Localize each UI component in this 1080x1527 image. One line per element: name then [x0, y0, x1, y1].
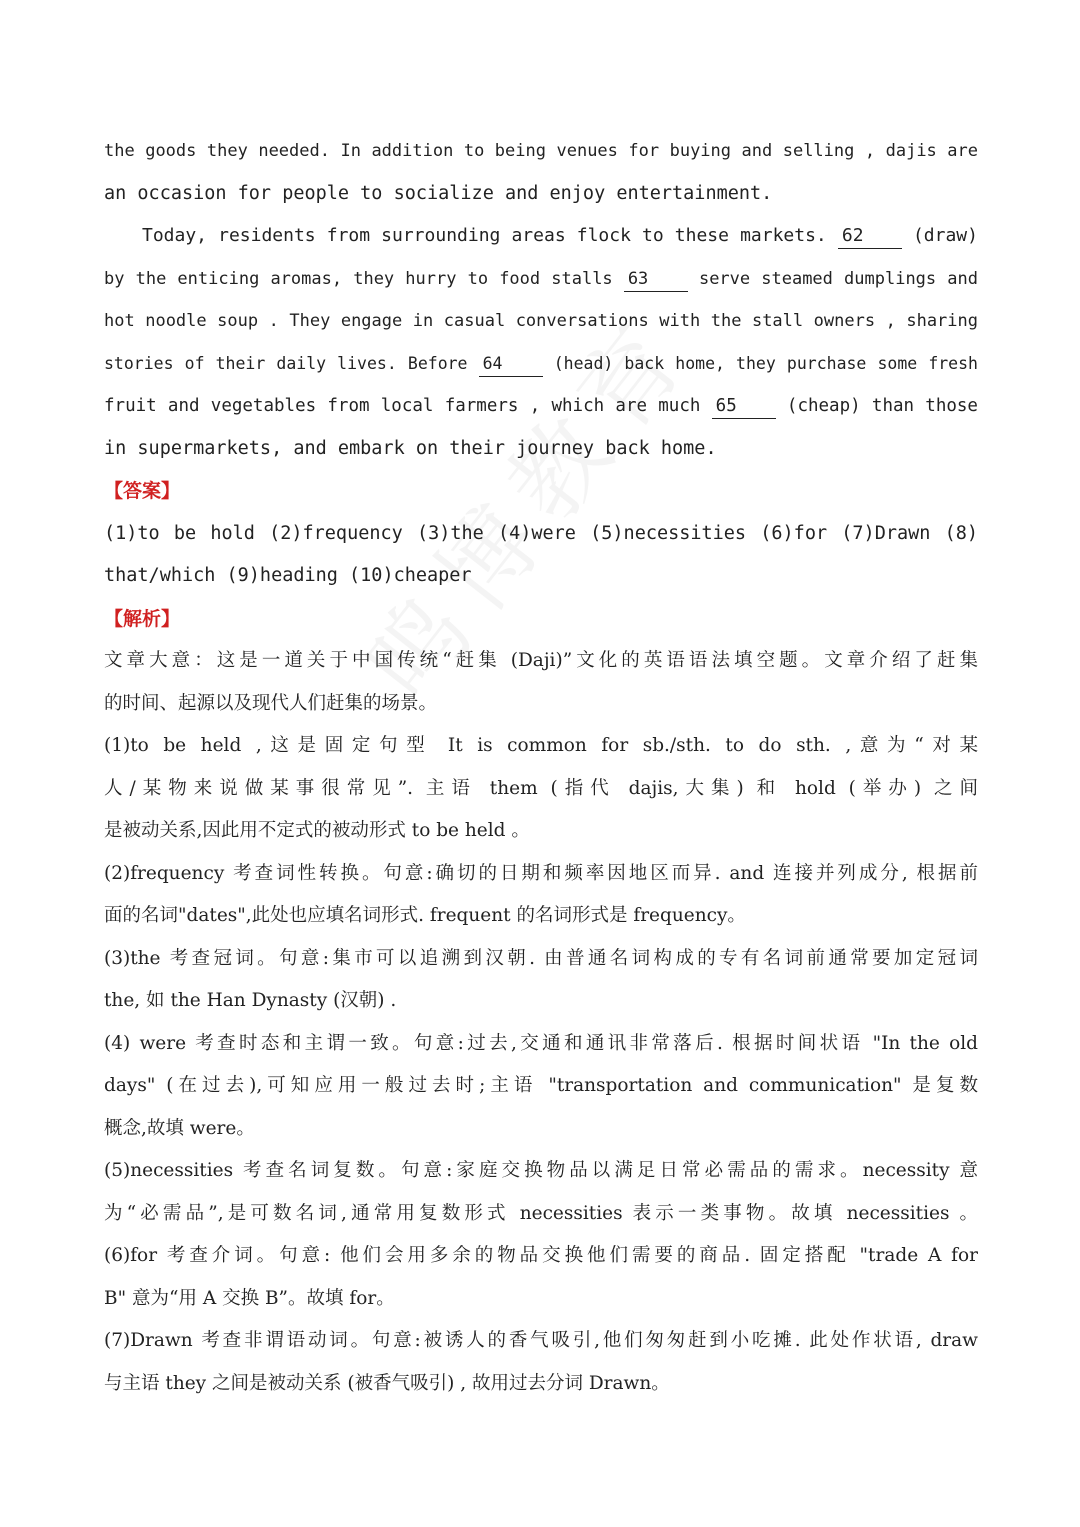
analysis-line: (3)the 考查冠词。句意:集市可以追溯到汉朝. 由普通名词构成的专有名词前通常要加定冠词	[104, 947, 978, 969]
analysis-line: (5)necessities 考查名词复数。句意:家庭交换物品以满足日常必需品的需求。necessity 意	[104, 1160, 978, 1181]
blank-64: 64	[479, 352, 543, 377]
answer-heading: 【答案】	[104, 480, 181, 502]
passage-line-8: in supermarkets, and embark on their journey back home.	[104, 437, 717, 459]
passage-line-5: hot noodle soup . They engage in casual conversations with the stall owners , sharing	[104, 311, 978, 331]
blank-65: 65	[712, 394, 776, 419]
analysis-line: (7)Drawn 考查非谓语动词。句意:被诱人的香气吸引,他们匆匆赶到小吃摊. 此处作状语, draw	[104, 1330, 978, 1351]
analysis-line: 文章大意：这是一道关于中国传统“赶集 (Daji)”文化的英语语法填空题。文章介绍了赶集	[104, 650, 978, 671]
analysis-line: days" (在过去),可知应用一般过去时;主语 "transportation and communication" 是复数	[104, 1075, 978, 1096]
analysis-line: 是被动关系,因此用不定式的被动形式 to be held 。	[104, 820, 530, 841]
document-page	[104, 130, 978, 1405]
analysis-line: 与主语 they 之间是被动关系 (被香气吸引) , 故用过去分词 Drawn。	[104, 1372, 670, 1394]
analysis-line: 为“必需品”,是可数名词,通常用复数形式 necessities 表示一类事物。故填 necessities 。	[104, 1202, 978, 1224]
blank-63: 63	[624, 267, 688, 292]
passage-line-1: the goods they needed. In addition to being venues for buying and selling , dajis are	[104, 141, 978, 161]
analysis-line: B" 意为“用 A 交换 B”。故填 for。	[104, 1287, 395, 1309]
analysis-line: 面的名词"dates",此处也应填名词形式. frequent 的名词形式是 frequency。	[104, 905, 746, 926]
analysis-line: 概念,故填 were。	[104, 1117, 255, 1139]
analysis-line: 的时间、起源以及现代人们赶集的场景。	[104, 692, 438, 714]
blank-62: 62	[838, 224, 902, 249]
answers-line-1: (1)to be hold (2)frequency (3)the (4)were (5)necessities (6)for (7)Drawn (8)	[104, 522, 978, 544]
passage-line-2: an occasion for people to socialize and enjoy entertainment.	[104, 182, 773, 204]
analysis-line: (6)for 考查介词。句意: 他们会用多余的物品交换他们需要的商品. 固定搭配 "trade A for	[104, 1245, 978, 1266]
analysis-line: the, 如 the Han Dynasty (汉朝) .	[104, 990, 397, 1011]
analysis-line: (1)to be held ,这是固定句型 It is common for sb./sth. to do sth. ,意为“对某	[104, 735, 978, 756]
passage-line-4: by the enticing aromas, they hurry to food stalls 63 serve steamed dumplings and	[104, 258, 978, 301]
passage-line-7: fruit and vegetables from local farmers , which are much 65 (cheap) than those	[104, 385, 978, 428]
analysis-line: (2)frequency 考查词性转换。句意:确切的日期和频率因地区而异. and 连接并列成分, 根据前	[104, 862, 978, 884]
answers-line-2: that/which (9)heading (10)cheaper	[104, 565, 472, 586]
passage-line-3: Today, residents from surrounding areas flock to these markets. 62 (draw)	[104, 215, 978, 258]
analysis-heading: 【解析】	[104, 607, 181, 630]
passage-line-6: stories of their daily lives. Before 64 (head) back home, they purchase some fresh	[104, 343, 978, 386]
analysis-line: (4) were 考查时态和主谓一致。句意:过去,交通和通讯非常落后. 根据时间状语 "In the old	[104, 1032, 978, 1054]
analysis-line: 人/某物来说做某事很常见”. 主语 them (指代 dajis,大集) 和 hold (举办) 之间	[104, 777, 978, 799]
